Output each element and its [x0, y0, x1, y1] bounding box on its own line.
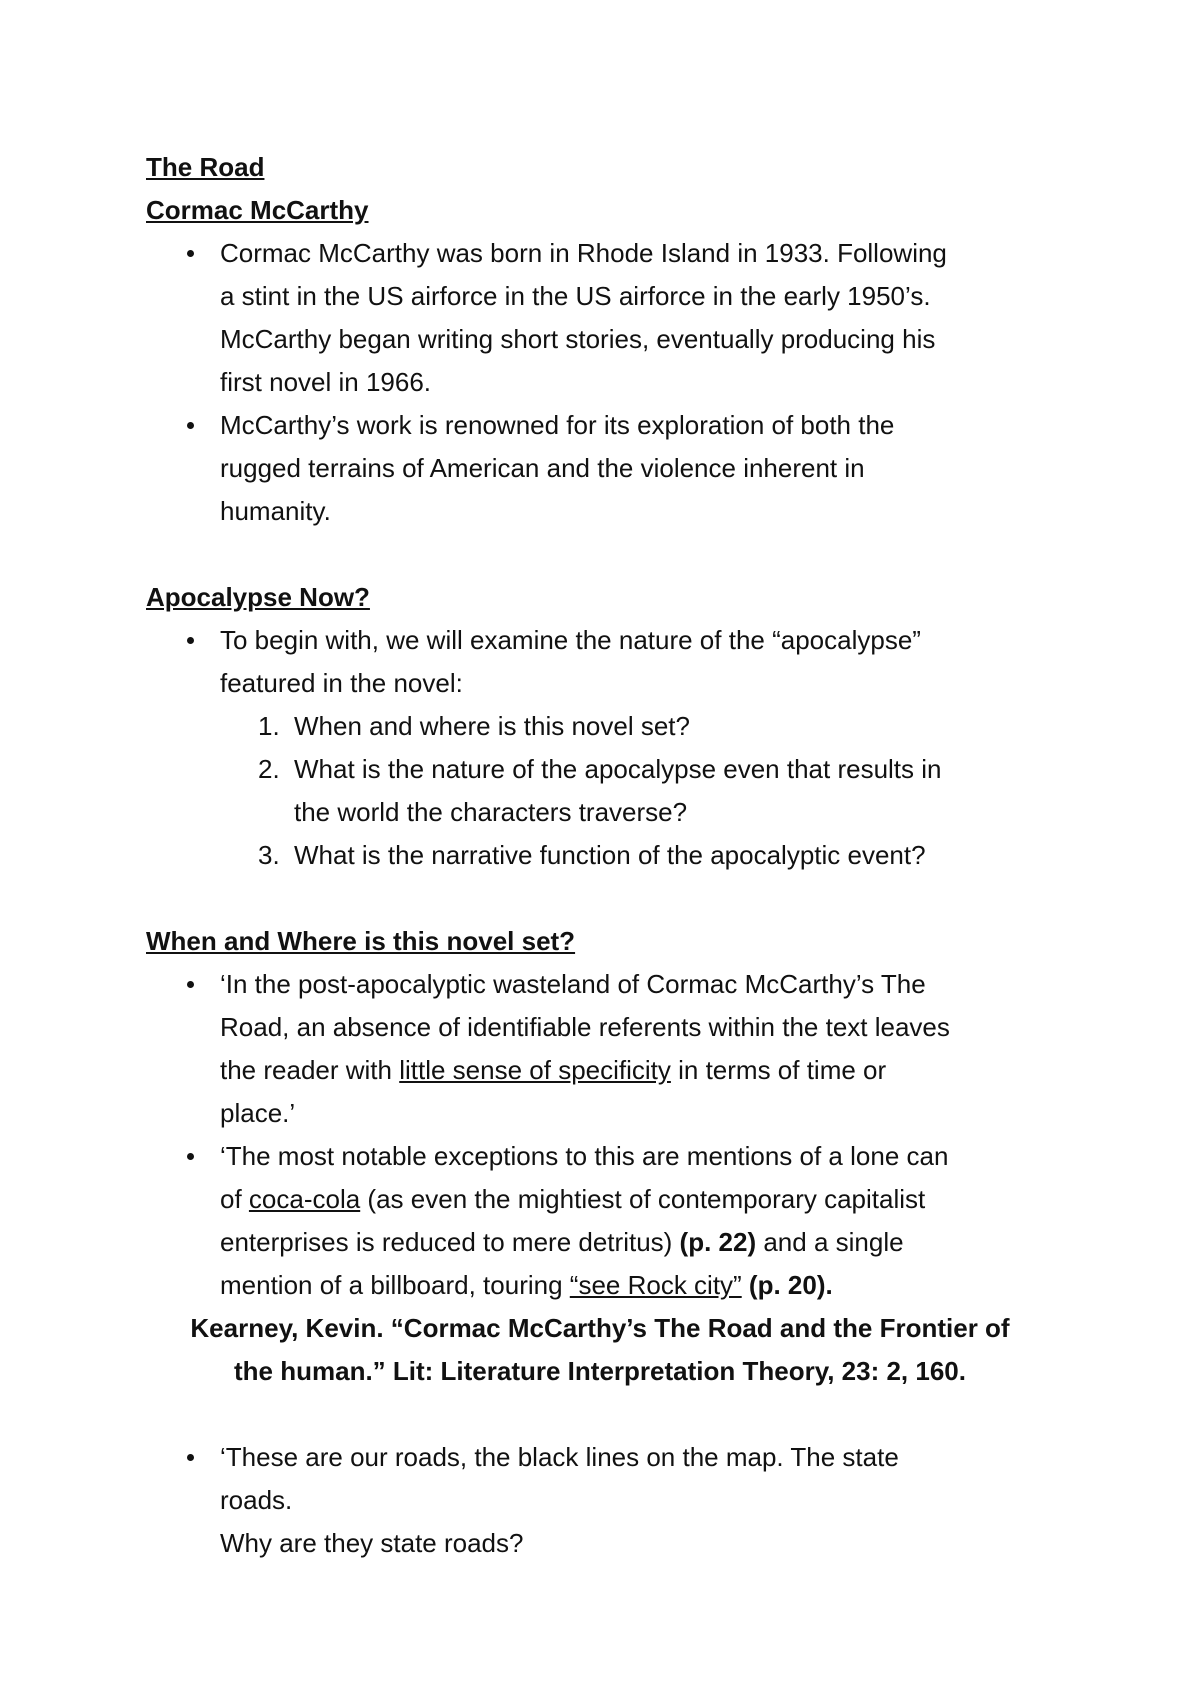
list-item-line: ‘The most notable exceptions to this are mentions of a lone can [220, 1141, 949, 1171]
bullet-icon [187, 422, 194, 429]
underlined-phrase: little sense of specificity [399, 1055, 671, 1085]
list-item-line: a stint in the US airforce in the US airforce in the early 1950’s. [220, 281, 931, 311]
list-item-line: roads. [220, 1485, 293, 1515]
list-number: 1. [258, 711, 280, 741]
section-heading-when-where: When and Where is this novel set? [146, 926, 576, 956]
list-item-line: place.’ [220, 1098, 296, 1128]
list-item-line: the reader with little sense of specificity in terms of time or [220, 1055, 887, 1085]
list-item-line: To begin with, we will examine the nature of the “apocalypse” [220, 625, 921, 655]
list-item-line: mention of a billboard, touring “see Rock city” (p. 20). [220, 1270, 833, 1300]
section-heading-apocalypse: Apocalypse Now? [146, 582, 370, 612]
underlined-phrase: “see Rock city” [569, 1270, 742, 1300]
list-item-line: humanity. [220, 496, 331, 526]
bullet-icon [187, 250, 194, 257]
list-item-line: enterprises is reduced to mere detritus) (p. 22) and a single [220, 1227, 904, 1257]
page-reference: (p. 20). [741, 1270, 833, 1300]
list-item-line: What is the narrative function of the apocalyptic event? [294, 840, 926, 870]
underlined-phrase: coca-cola [248, 1184, 361, 1214]
list-item-line: ‘These are our roads, the black lines on the map. The state [220, 1442, 899, 1472]
list-number: 2. [258, 754, 280, 784]
bullet-icon [187, 637, 194, 644]
list-item-line: McCarthy began writing short stories, eventually producing his [220, 324, 936, 354]
list-item-line: When and where is this novel set? [294, 711, 690, 741]
bullet-icon [187, 1454, 194, 1461]
list-item-line: rugged terrains of American and the violence inherent in [220, 453, 865, 483]
page-reference: (p. 22) [679, 1227, 757, 1257]
list-item-line: Cormac McCarthy was born in Rhode Island in 1933. Following [220, 238, 947, 268]
bullet-icon [187, 1153, 194, 1160]
bullet-icon [187, 981, 194, 988]
list-item-line: Road, an absence of identifiable referents within the text leaves [220, 1012, 950, 1042]
list-item-line: Why are they state roads? [220, 1528, 524, 1558]
list-item-line: of coca-cola (as even the mightiest of contemporary capitalist [220, 1184, 926, 1214]
list-item-line: What is the nature of the apocalypse even that results in [294, 754, 942, 784]
list-item-line: featured in the novel: [220, 668, 463, 698]
citation-line: the human.” Lit: Literature Interpretation Theory, 23: 2, 160. [234, 1356, 966, 1386]
page-title: The Road [146, 152, 265, 182]
list-item-line: McCarthy’s work is renowned for its exploration of both the [220, 410, 895, 440]
list-number: 3. [258, 840, 280, 870]
list-item-line: ‘In the post-apocalyptic wasteland of Cormac McCarthy’s The [220, 969, 926, 999]
list-item-line: the world the characters traverse? [294, 797, 688, 827]
list-item-line: first novel in 1966. [220, 367, 432, 397]
author-heading: Cormac McCarthy [146, 195, 369, 225]
citation-line: Kearney, Kevin. “Cormac McCarthy’s The Road and the Frontier of [190, 1313, 1010, 1343]
